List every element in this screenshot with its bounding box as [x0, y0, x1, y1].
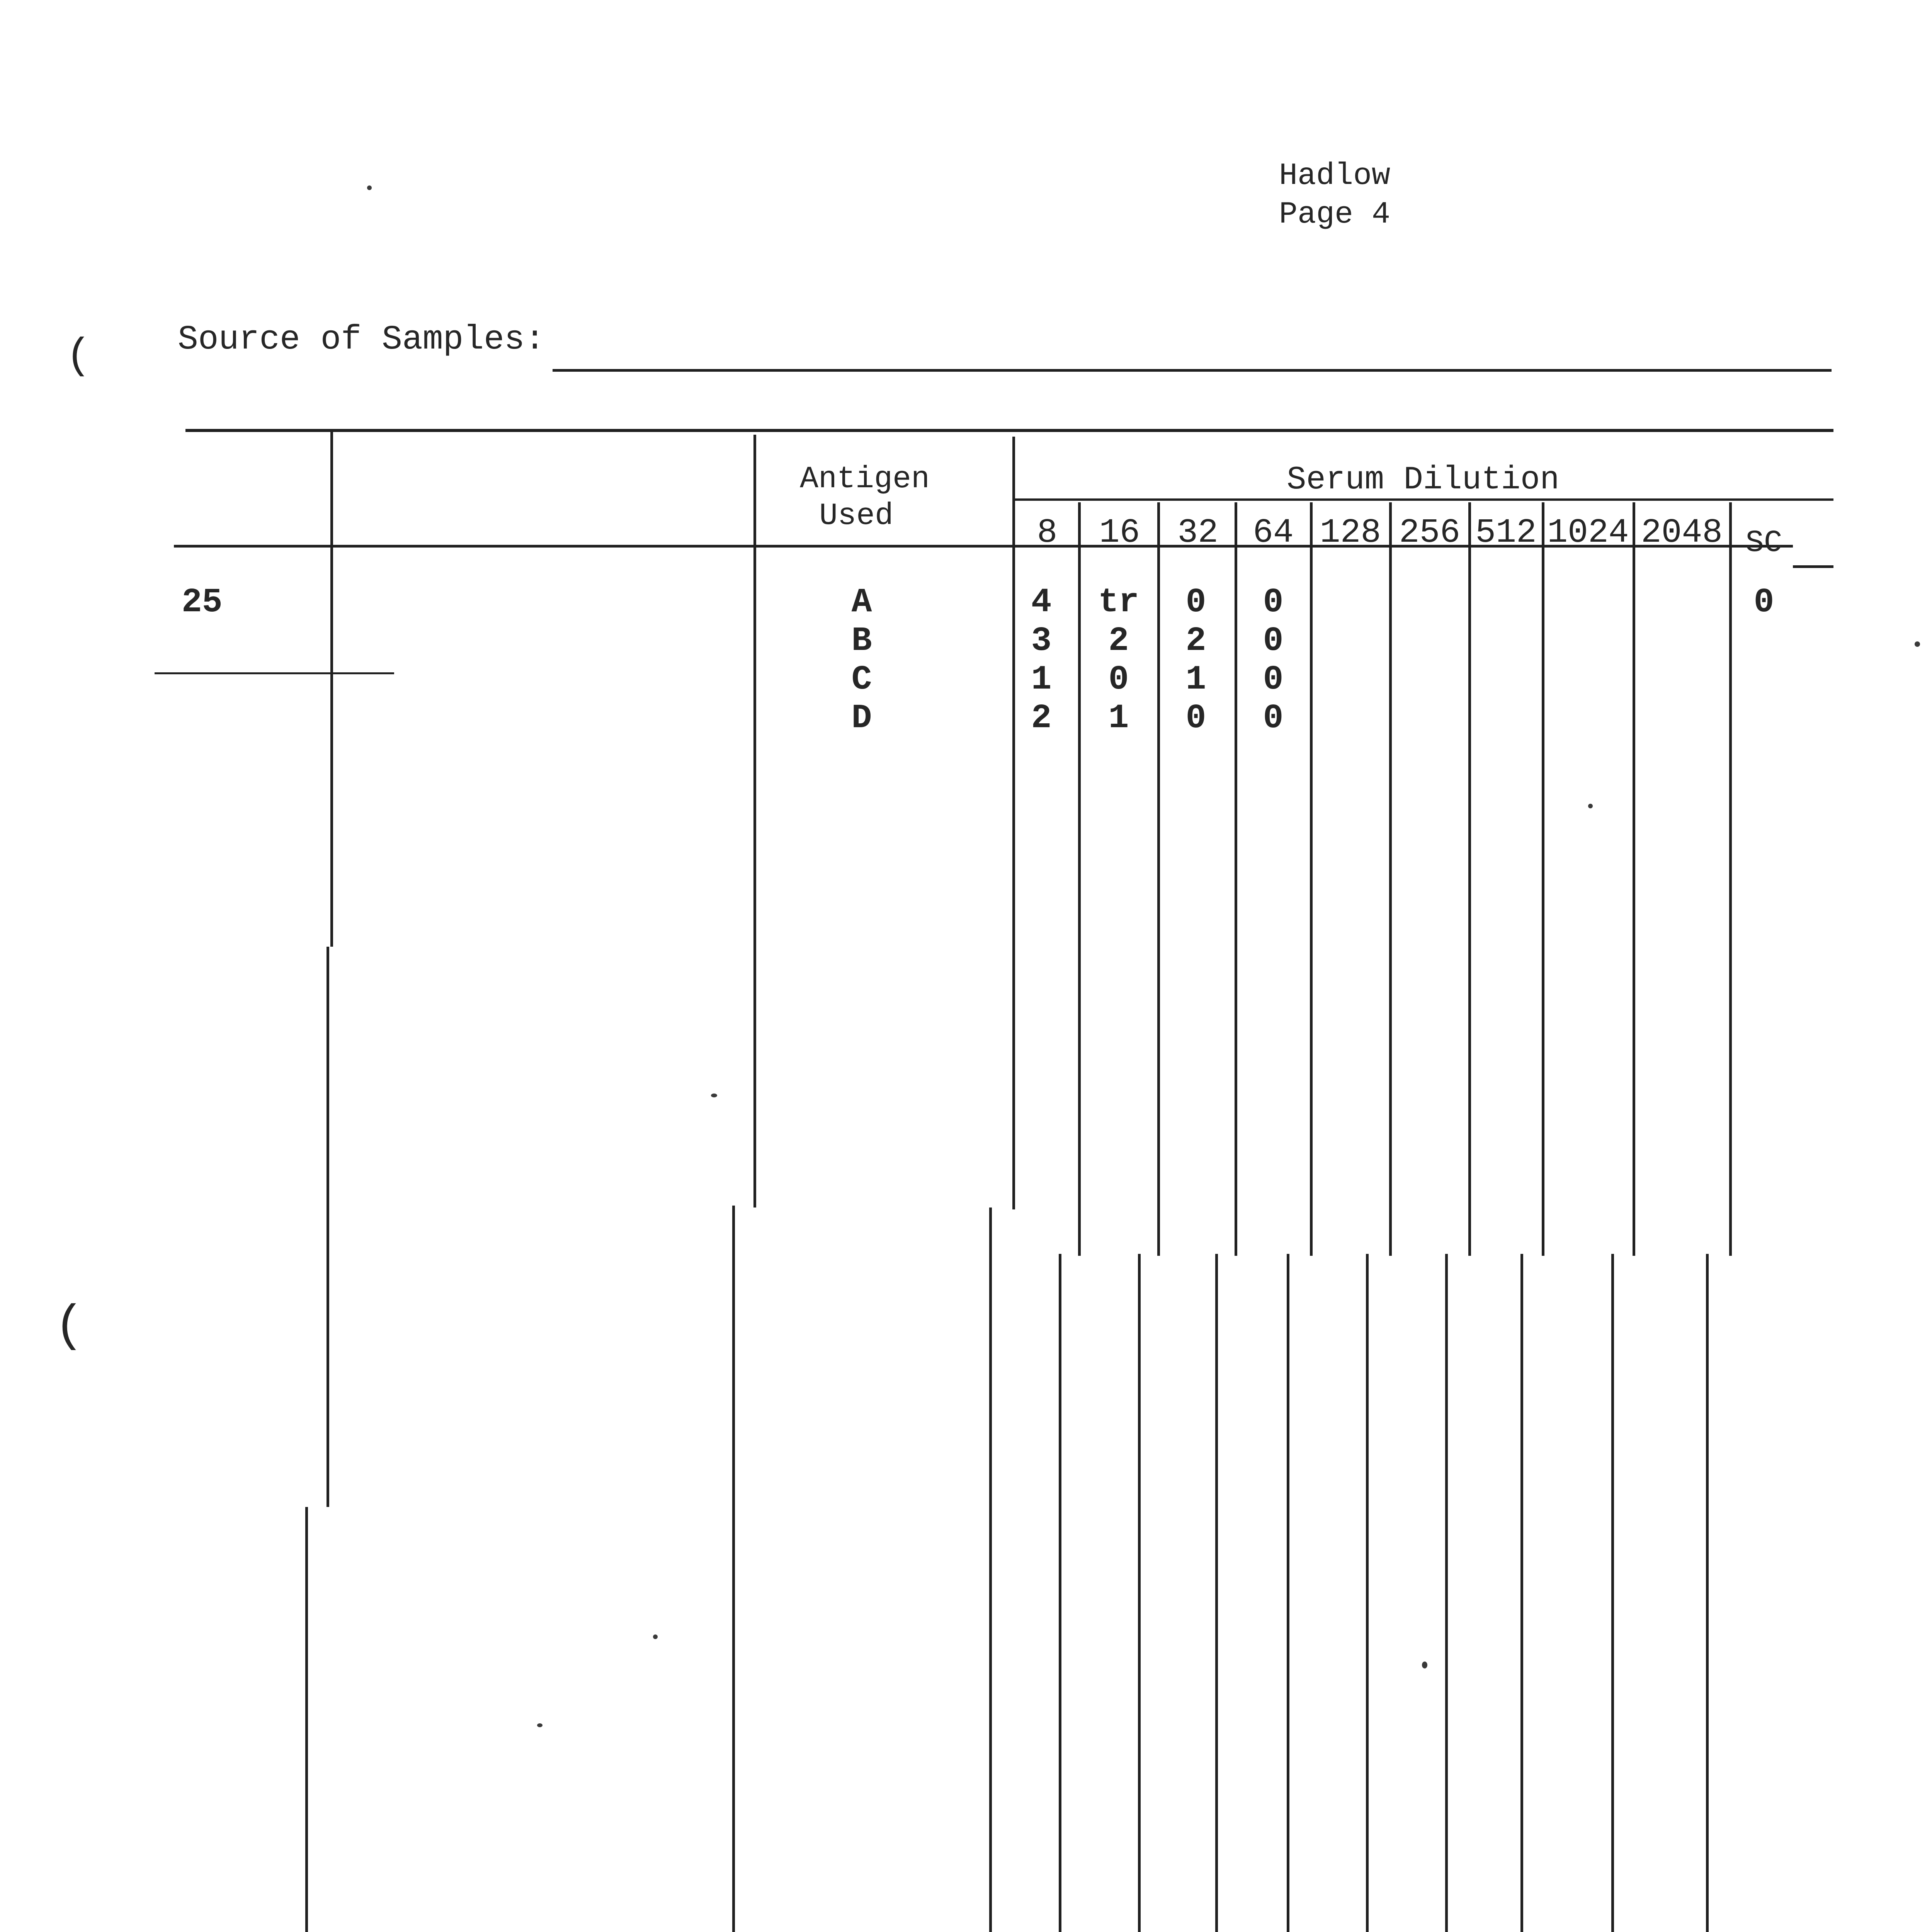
column-rule: [327, 947, 329, 1507]
header-name: Hadlow: [1279, 158, 1391, 194]
titer-value: 1: [1185, 661, 1206, 699]
dilution-header: 128: [1320, 514, 1381, 552]
antigen-header-line2: Used: [819, 498, 894, 534]
header-bottom-rule-right: [1793, 565, 1833, 568]
column-rule: [1215, 1254, 1218, 1932]
column-rule: [1287, 1254, 1289, 1932]
titer-value: 0: [1185, 699, 1206, 738]
scan-speck: [1422, 1662, 1427, 1668]
titer-value: 0: [1108, 661, 1129, 699]
column-rule: [1310, 502, 1313, 1256]
column-rule: [1706, 1254, 1709, 1932]
header-page: Page 4: [1279, 197, 1391, 232]
column-rule: [1059, 1254, 1061, 1932]
column-rule: [1078, 502, 1081, 1256]
column-rule: [1729, 502, 1732, 1256]
dilution-header: SC: [1745, 526, 1782, 561]
titer-value: 3: [1031, 622, 1052, 660]
titer-value: 0: [1263, 699, 1284, 738]
source-underline: [553, 369, 1832, 372]
column-rule: [1157, 502, 1160, 1256]
column-rule: [1389, 502, 1392, 1256]
column-rule: [1468, 502, 1471, 1256]
dilution-header: 16: [1099, 514, 1140, 552]
titer-value: 2: [1108, 622, 1129, 660]
column-rule: [1138, 1254, 1141, 1932]
dilution-header: 1024: [1547, 514, 1629, 552]
antigen-label: B: [851, 622, 872, 660]
dilution-header: 256: [1399, 514, 1461, 552]
titer-value: 2: [1185, 622, 1206, 660]
table-top-rule: [185, 429, 1833, 432]
titer-value: 2: [1031, 699, 1052, 738]
column-rule: [989, 1208, 992, 1932]
titer-value: 0: [1185, 583, 1206, 622]
column-rule: [330, 429, 333, 947]
column-rule: [732, 1206, 735, 1932]
scan-speck: [653, 1634, 658, 1639]
scan-speck: [537, 1723, 543, 1727]
source-label: Source of Samples:: [178, 321, 545, 359]
sc-value: 0: [1753, 583, 1774, 622]
scan-speck: [367, 185, 372, 190]
dilution-header: 2048: [1641, 514, 1723, 552]
column-rule: [1542, 502, 1544, 1256]
sample-number: 25: [182, 583, 223, 622]
antigen-header-line1: Antigen: [800, 462, 930, 497]
dilution-header: 512: [1475, 514, 1537, 552]
titer-value: 0: [1263, 622, 1284, 660]
margin-paren: (: [54, 1298, 85, 1355]
titer-value: 0: [1263, 583, 1284, 622]
column-rule: [1633, 502, 1635, 1256]
titer-value: 1: [1031, 661, 1052, 699]
column-rule: [1445, 1254, 1448, 1932]
column-rule: [1366, 1254, 1369, 1932]
margin-paren: (: [66, 332, 92, 381]
dilution-header: 64: [1253, 514, 1294, 552]
dilution-header: 32: [1177, 514, 1218, 552]
serum-dilution-header: Serum Dilution: [1287, 462, 1560, 498]
serum-header-rule: [1014, 498, 1833, 501]
titer-value: 0: [1263, 661, 1284, 699]
column-rule: [1235, 502, 1237, 1256]
column-rule: [305, 1507, 308, 1932]
column-rule: [753, 435, 756, 1208]
scan-speck: [1588, 804, 1593, 808]
antigen-label: A: [851, 583, 872, 622]
antigen-label: C: [851, 661, 872, 699]
column-rule: [1611, 1254, 1614, 1932]
titer-value: 4: [1031, 583, 1052, 622]
titer-value: 1: [1108, 699, 1129, 738]
sample-underline: [155, 672, 394, 674]
scan-speck: [1915, 641, 1920, 647]
column-rule: [1012, 437, 1015, 1209]
dilution-header: 8: [1037, 514, 1058, 552]
scan-speck: [711, 1094, 717, 1097]
titer-value: tr: [1098, 583, 1139, 622]
antigen-label: D: [851, 699, 872, 738]
column-rule: [1520, 1254, 1523, 1932]
